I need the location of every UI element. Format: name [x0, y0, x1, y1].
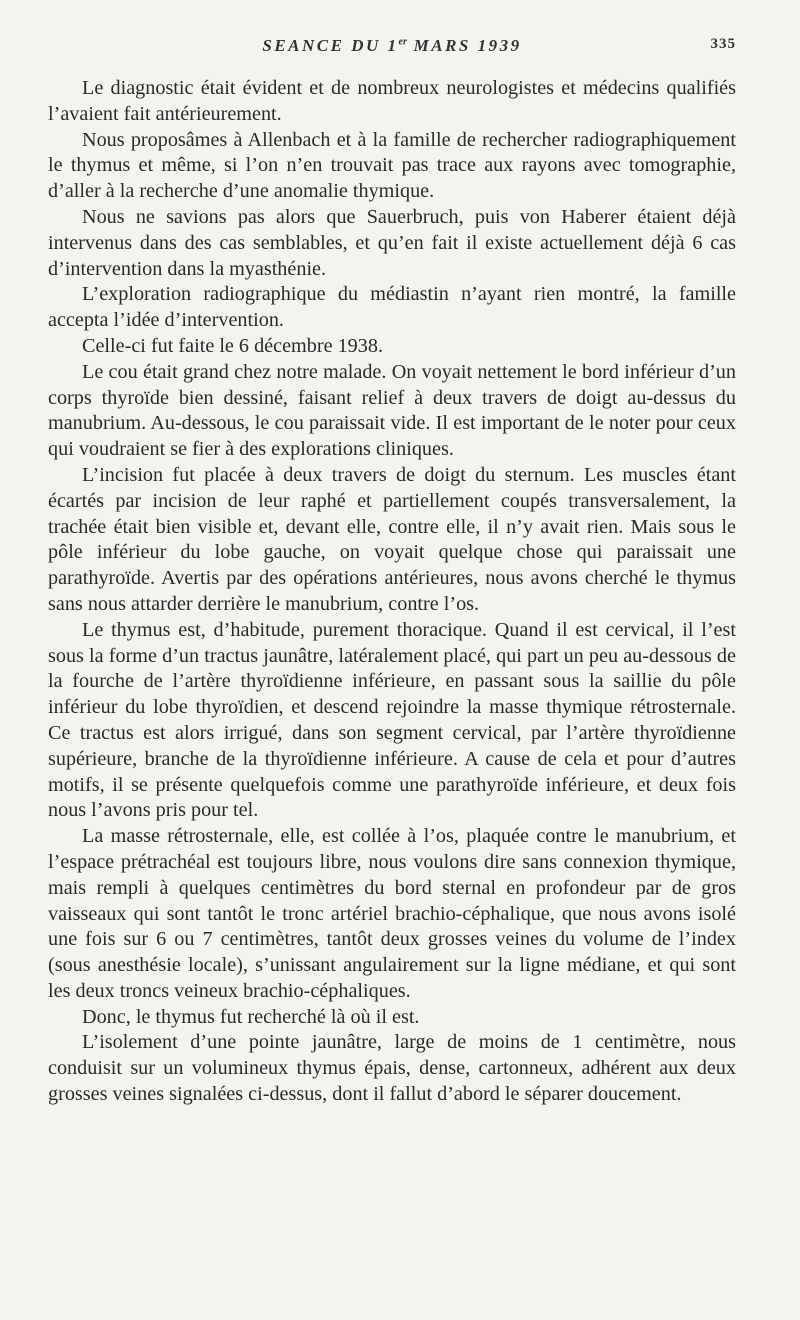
paragraph: Le diagnostic était évident et de nombreux neurologistes et médecins qualifiés l’avaient fait antérieurement.	[48, 77, 736, 125]
paragraph: Celle-ci fut faite le 6 décembre 1938.	[82, 334, 383, 357]
running-title-superscript: er	[398, 36, 407, 48]
running-header	[48, 36, 736, 62]
running-title-start: SEANCE DU 1	[262, 36, 399, 55]
page	[48, 36, 736, 1108]
paragraph: La masse rétrosternale, elle, est collée à l’os, plaquée contre le manubrium, et l’espace prétrachéal est toujours libre, nous voulons dire sans connexion thymique, mais rempli à quelques centimètres du bord sternal en profondeur par de gros vaisseaux qui sont tantôt le tronc artériel brachio-céphalique, que nous avons isolé une fois sur 6 ou 7 centimètres, tantôt deux grosses veines du volume de l’index (sous anesthésie locale), s’unissant angulairement sur la ligne médiane, et qui sont les deux troncs veineux brachio-céphaliques.	[48, 825, 736, 1002]
paragraph: L’isolement d’une pointe jaunâtre, large de moins de 1 centimètre, nous conduisit sur un volumineux thymus épais, dense, cartonneux, adhérent aux deux grosses veines signalées ci-dessus, dont il fallut d’abord le séparer doucement.	[48, 1031, 736, 1106]
paragraph: L’incision fut placée à deux travers de doigt du sternum. Les muscles étant écartés par incision de leur raphé et partiellement coupés transversalement, la trachée était bien visible et, devant elle, contre elle, il n’y avait rien. Mais sous le pôle inférieur du lobe gauche, on voyait quelque chose qui paraissait une parathyroïde. Avertis par des opérations antérieures, nous avons cherché le thymus sans nous attarder derrière le manubrium, contre l’os.	[48, 463, 736, 615]
paragraph: Le cou était grand chez notre malade. On voyait nettement le bord inférieur d’un corps thyroïde bien dessiné, faisant relief à deux travers de doigt au-dessus du manubrium. Au-dessous, le cou paraissait vide. Il est important de le noter pour ceux qui voudraient se fier à des explorations cliniques.	[48, 360, 736, 461]
body-text	[48, 76, 736, 1108]
running-title	[48, 36, 736, 56]
paragraph: Nous ne savions pas alors que Sauerbruch, puis von Haberer étaient déjà intervenus dans des cas semblables, et qu’en fait il existe actuellement déjà 6 cas d’intervention dans la myasthénie.	[48, 205, 736, 280]
page-number: 335	[710, 36, 736, 52]
paragraph: L’exploration radiographique du médiastin n’ayant rien montré, la famille accepta l’idée d’intervention.	[48, 283, 736, 332]
paragraph: Le thymus est, d’habitude, purement thoracique. Quand il est cervical, il l’est sous la forme d’un tractus jaunâtre, latéralement placé, qui part un peu au-dessous de la fourche de l’artère thyroïdienne inférieure, en passant sous la saillie du pôle inférieur du lobe thyroïdien, et descend rejoindre la masse thymique rétrosternale. Ce tractus est alors irrigué, dans son segment cervical, par l’artère thyroïdienne supérieure, branche de la thyroïdienne inférieure. A cause de cela et pour d’autres motifs, il se présente quelquefois comme une parathyroïde inférieure, et deux fois nous l’avons pris pour tel.	[48, 618, 736, 822]
running-title-end: MARS 1939	[406, 36, 522, 55]
paragraph: Donc, le thymus fut recherché là où il est.	[82, 1005, 420, 1028]
paragraph: Nous proposâmes à Allenbach et à la famille de rechercher radiographiquement le thymus et même, si l’on n’en trouvait pas trace aux rayons avec tomographie, d’aller à la recherche d’une anomalie thymique.	[48, 128, 736, 203]
